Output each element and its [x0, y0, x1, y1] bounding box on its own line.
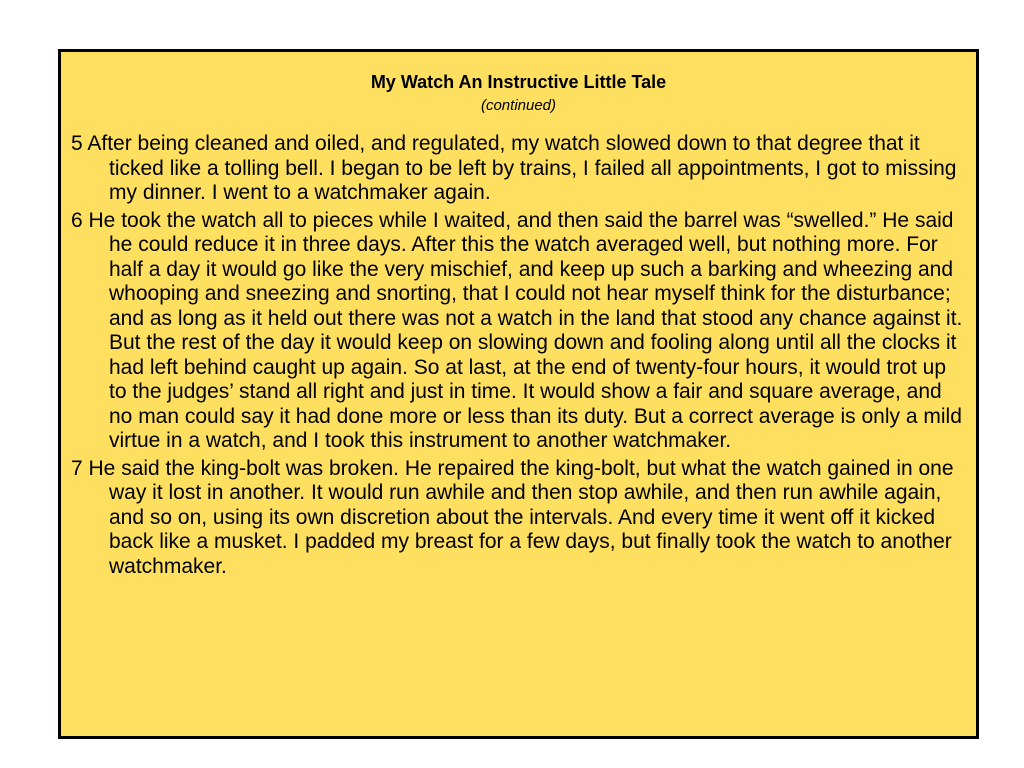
slide-subtitle: (continued): [480, 97, 557, 114]
slide-title: My Watch An Instructive Little Tale: [370, 72, 667, 92]
paragraph-7: 7 He said the king-bolt was broken. He repaired the king-bolt, but what the watch gained in one way it lost in another. It would run awhile and then stop awhile, and then run awhile again, and so on, using its own discretion about the intervals. And every time it went off it kicked back like a musket. I padded my breast for a few days, but finally took the watch to another watchmaker.: [71, 456, 954, 578]
paragraph-5: 5 After being cleaned and oiled, and regulated, my watch slowed down to that degree that it ticked like a tolling bell. I began to be left by trains, I failed all appointments, I got to missing my dinner. I went to a watchmaker again.: [71, 132, 957, 204]
paragraph-6: 6 He took the watch all to pieces while I waited, and then said the barrel was “swelled.” He said he could reduce it in three days. After this the watch averaged well, but nothing more. For half a day it would go like the very mischief, and keep up such a barking and wheezing and whooping and sneezing and snorting, that I could not hear myself think for the disturbance; and as long as it held out there was not a watch in the land that stood any chance against it. But the rest of the day it would keep on slowing down and fooling along until all the clocks it had left behind caught up again. So at last, at the end of twenty-four hours, it would trot up to the judges’ stand all right and just in time. It would show a fair and square average, and no man could say it had done more or less than its duty. But a correct average is only a mild virtue in a watch, and I took this instrument to another watchmaker.: [71, 208, 963, 452]
body-text: [71, 132, 968, 582]
text-panel: [58, 49, 979, 739]
